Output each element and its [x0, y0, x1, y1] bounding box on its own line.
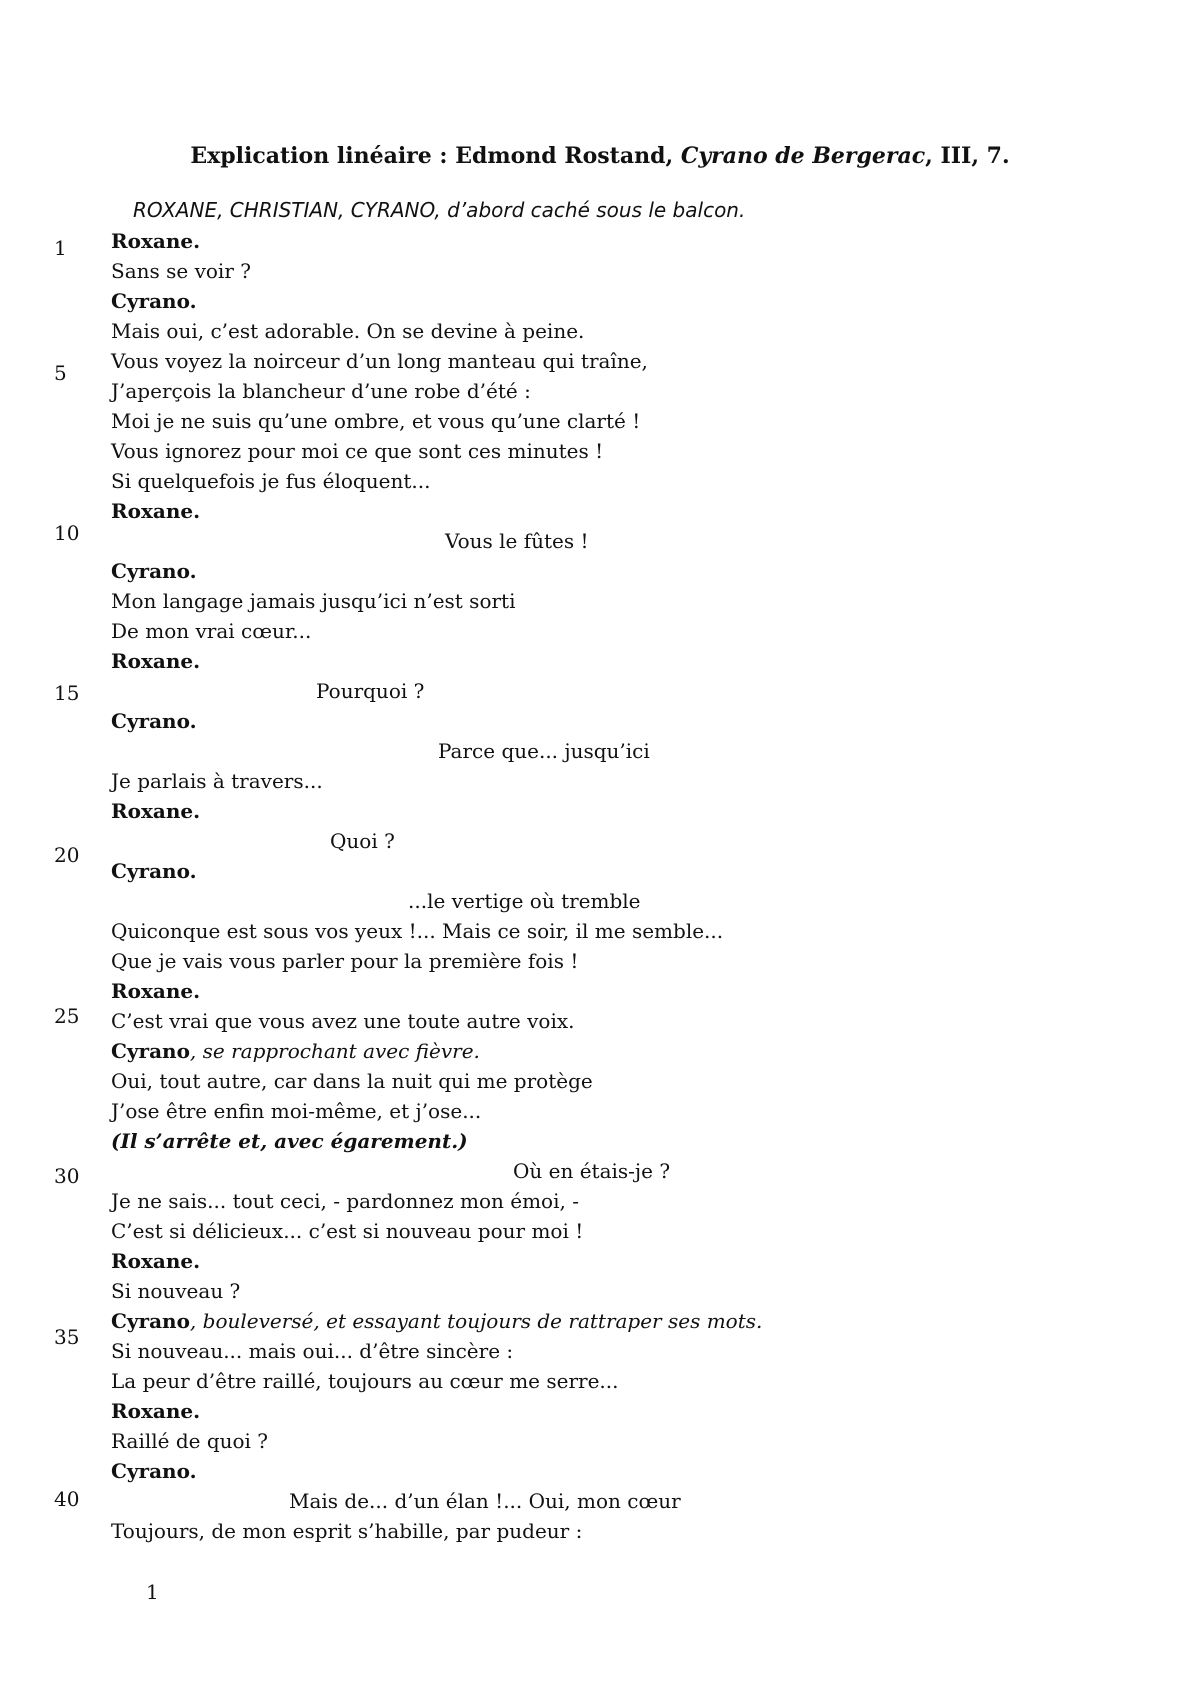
opening-stage-direction: ROXANE, CHRISTIAN, CYRANO, d’abord caché sous le balcon.: [133, 198, 746, 222]
verse-line: J’aperçois la blancheur d’une robe d’été :: [111, 379, 531, 403]
speaker-name: Cyrano.: [111, 289, 197, 313]
verse-line: Vous voyez la noirceur d’un long manteau qui traîne,: [111, 349, 648, 373]
document-title: [0, 143, 1200, 169]
verse-line: Si nouveau... mais oui... d’être sincère :: [111, 1339, 514, 1363]
play-text: [111, 226, 1171, 1546]
verse-line: J’ose être enfin moi-même, et j’ose...: [111, 1099, 482, 1123]
speaker-line-with-direction: [111, 1036, 1171, 1066]
speaker-name: Cyrano.: [111, 559, 197, 583]
verse-line: Pourquoi ?: [316, 679, 425, 703]
verse-line: Je parlais à travers...: [111, 769, 323, 793]
verse-line: Mais oui, c’est adorable. On se devine à peine.: [111, 319, 585, 343]
stage-direction: (Il s’arrête et, avec égarement.): [111, 1129, 468, 1153]
verse-line: Où en étais-je ?: [513, 1159, 671, 1183]
line-number: 35: [54, 1325, 80, 1349]
title-part1: Explication linéaire : Edmond Rostand,: [190, 143, 681, 169]
verse-line: Je ne sais... tout ceci, - pardonnez mon émoi, -: [111, 1189, 579, 1213]
verse-line: Moi je ne suis qu’une ombre, et vous qu’une clarté !: [111, 409, 641, 433]
line-number: 10: [54, 521, 80, 545]
title-part2: , III, 7.: [925, 143, 1010, 169]
speaker-name: Roxane.: [111, 499, 201, 523]
stage-direction: , se rapprochant avec fièvre.: [189, 1039, 480, 1063]
speaker-name: Cyrano.: [111, 859, 197, 883]
verse-line: Vous le fûtes !: [445, 529, 589, 553]
speaker-name: Cyrano.: [111, 1459, 197, 1483]
verse-line: Que je vais vous parler pour la première fois !: [111, 949, 579, 973]
verse-line: Sans se voir ?: [111, 259, 251, 283]
speaker-name: Roxane.: [111, 979, 201, 1003]
verse-line: Mais de... d’un élan !... Oui, mon cœur: [289, 1489, 681, 1513]
page-number: 1: [146, 1580, 159, 1604]
verse-line: ...le vertige où tremble: [408, 889, 641, 913]
verse-line: Quoi ?: [330, 829, 395, 853]
line-number: 20: [54, 843, 80, 867]
verse-line: La peur d’être raillé, toujours au cœur me serre...: [111, 1369, 619, 1393]
line-number: 30: [54, 1164, 80, 1188]
verse-line: Quiconque est sous vos yeux !... Mais ce soir, il me semble...: [111, 919, 724, 943]
verse-line: C’est vrai que vous avez une toute autre voix.: [111, 1009, 575, 1033]
line-number: 40: [54, 1487, 80, 1511]
verse-line: Raillé de quoi ?: [111, 1429, 269, 1453]
verse-line: Si quelquefois je fus éloquent...: [111, 469, 431, 493]
speaker-name: Roxane.: [111, 229, 201, 253]
line-number: 15: [54, 681, 80, 705]
verse-line: Toujours, de mon esprit s’habille, par pudeur :: [111, 1519, 583, 1543]
speaker-name: Cyrano: [111, 1039, 190, 1063]
verse-line: Oui, tout autre, car dans la nuit qui me protège: [111, 1069, 593, 1093]
speaker-name: Cyrano: [111, 1309, 190, 1333]
speaker-line-with-direction: [111, 1306, 1171, 1336]
line-number: 5: [54, 361, 67, 385]
verse-line: De mon vrai cœur...: [111, 619, 312, 643]
speaker-name: Roxane.: [111, 799, 201, 823]
line-number: 25: [54, 1004, 80, 1028]
line-number: 1: [54, 236, 67, 260]
verse-line: Vous ignorez pour moi ce que sont ces minutes !: [111, 439, 604, 463]
verse-line: Mon langage jamais jusqu’ici n’est sorti: [111, 589, 516, 613]
verse-line: Parce que... jusqu’ici: [438, 739, 650, 763]
speaker-name: Roxane.: [111, 1249, 201, 1273]
speaker-name: Roxane.: [111, 1399, 201, 1423]
speaker-name: Cyrano.: [111, 709, 197, 733]
title-work: Cyrano de Bergerac: [680, 143, 926, 169]
verse-line: C’est si délicieux... c’est si nouveau pour moi !: [111, 1219, 584, 1243]
stage-direction: , bouleversé, et essayant toujours de rattraper ses mots.: [189, 1309, 763, 1333]
speaker-name: Roxane.: [111, 649, 201, 673]
verse-line: Si nouveau ?: [111, 1279, 241, 1303]
